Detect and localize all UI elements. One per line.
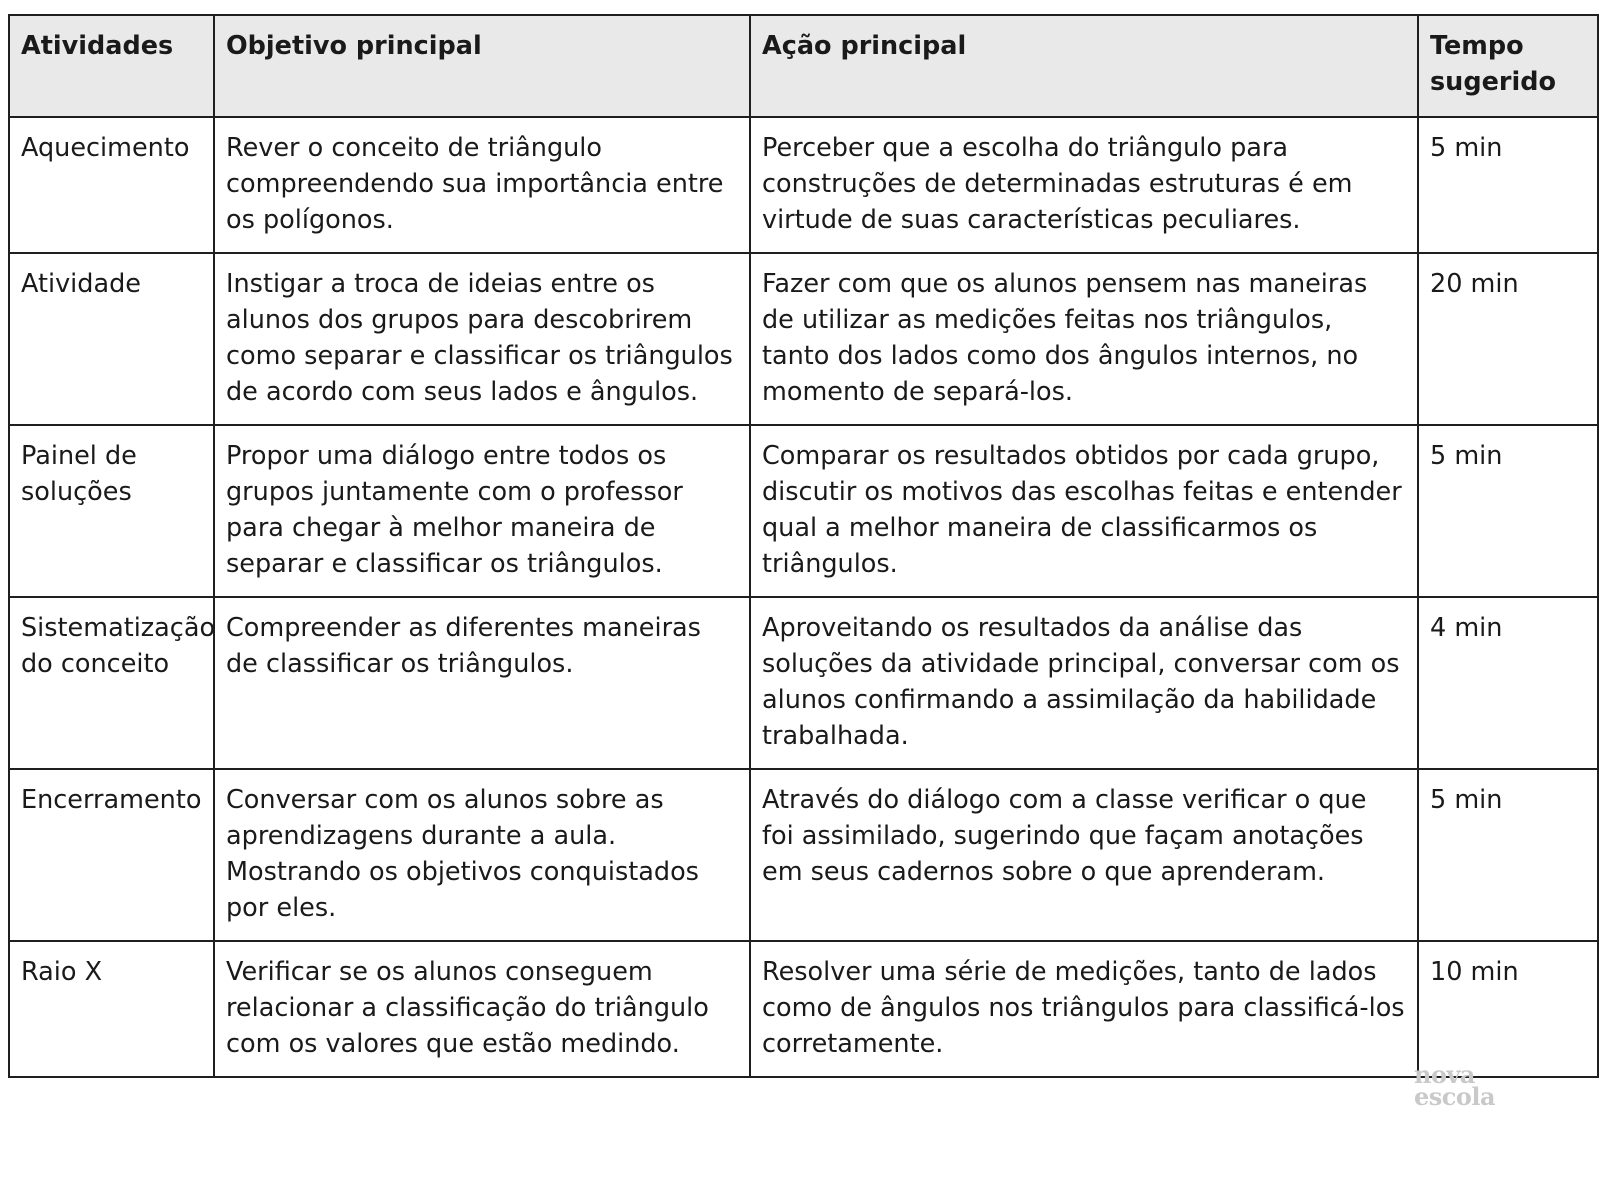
logo-line-nova: nova <box>1414 1060 1475 1089</box>
cell-acao: Comparar os resultados obtidos por cada grupo, discutir os motivos das escolhas feitas e entender qual a melhor maneira de classificarmos os triângulos. <box>750 425 1418 597</box>
cell-atividade: Painel de soluções <box>9 425 214 597</box>
cell-atividade: Raio X <box>9 941 214 1077</box>
logo-line-escola: escola <box>1414 1082 1496 1111</box>
cell-tempo: 20 min <box>1418 253 1598 425</box>
table-row <box>9 769 1598 941</box>
table-row <box>9 253 1598 425</box>
header-tempo-sugerido: Tempo sugerido <box>1418 15 1598 117</box>
cell-acao: Através do diálogo com a classe verificar o que foi assimilado, sugerindo que façam anotações em seus cadernos sobre o que aprenderam. <box>750 769 1418 941</box>
header-objetivo-principal: Objetivo principal <box>214 15 750 117</box>
cell-atividade: Aquecimento <box>9 117 214 253</box>
cell-acao: Resolver uma série de medições, tanto de lados como de ângulos nos triângulos para classificá-los corretamente. <box>750 941 1418 1077</box>
nova-escola-logo <box>1414 1060 1496 1111</box>
cell-acao: Perceber que a escolha do triângulo para construções de determinadas estruturas é em virtude de suas características peculiares. <box>750 117 1418 253</box>
cell-objetivo: Propor uma diálogo entre todos os grupos juntamente com o professor para chegar à melhor maneira de separar e classificar os triângulos. <box>214 425 750 597</box>
table-row <box>9 117 1598 253</box>
cell-atividade: Atividade <box>9 253 214 425</box>
cell-tempo: 5 min <box>1418 117 1598 253</box>
cell-tempo: 5 min <box>1418 425 1598 597</box>
cell-objetivo: Verificar se os alunos conseguem relacionar a classificação do triângulo com os valores que estão medindo. <box>214 941 750 1077</box>
header-acao-principal: Ação principal <box>750 15 1418 117</box>
header-atividades: Atividades <box>9 15 214 117</box>
cell-acao: Fazer com que os alunos pensem nas maneiras de utilizar as medições feitas nos triângulos, tanto dos lados como dos ângulos internos, no momento de separá-los. <box>750 253 1418 425</box>
cell-atividade: Encerramento <box>9 769 214 941</box>
cell-tempo: 10 min <box>1418 941 1598 1077</box>
cell-tempo: 4 min <box>1418 597 1598 769</box>
table-row <box>9 941 1598 1077</box>
cell-objetivo: Rever o conceito de triângulo compreendendo sua importância entre os polígonos. <box>214 117 750 253</box>
lesson-plan-table <box>8 14 1599 1078</box>
cell-acao: Aproveitando os resultados da análise das soluções da atividade principal, conversar com os alunos confirmando a assimilação da habilidade trabalhada. <box>750 597 1418 769</box>
table-row <box>9 425 1598 597</box>
cell-objetivo: Conversar com os alunos sobre as aprendizagens durante a aula. Mostrando os objetivos conquistados por eles. <box>214 769 750 941</box>
cell-tempo: 5 min <box>1418 769 1598 941</box>
cell-objetivo: Instigar a troca de ideias entre os alunos dos grupos para descobrirem como separar e classificar os triângulos de acordo com seus lados e ângulos. <box>214 253 750 425</box>
cell-objetivo: Compreender as diferentes maneiras de classificar os triângulos. <box>214 597 750 769</box>
table-row <box>9 597 1598 769</box>
cell-atividade: Sistematização do conceito <box>9 597 214 769</box>
table-header-row <box>9 15 1598 117</box>
